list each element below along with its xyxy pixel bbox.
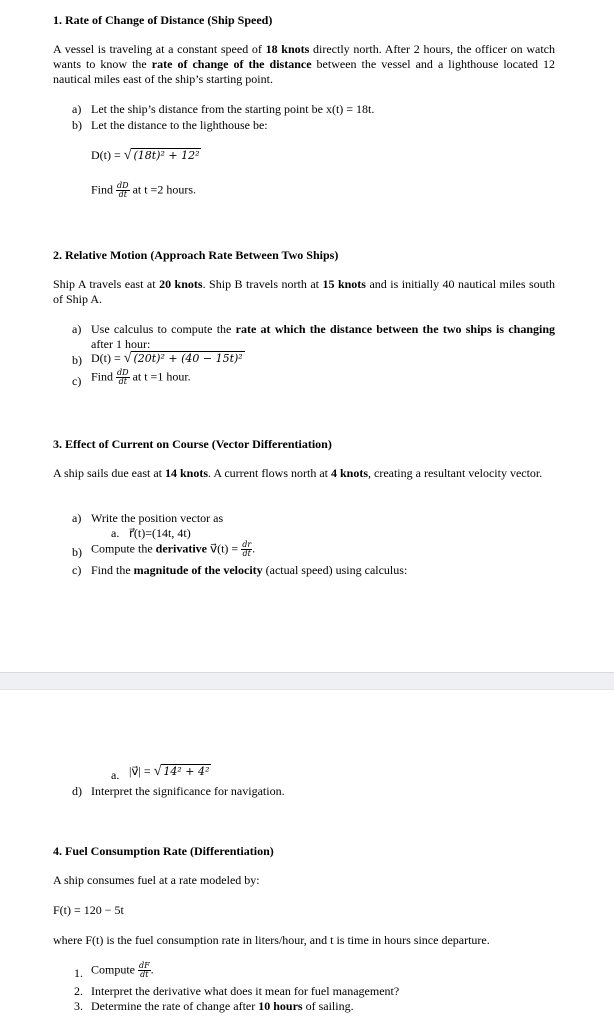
s2-find-line: Find $\frac{dD}{dt}$ at t =1 hour. xyxy=(91,368,191,386)
section-2-title: 2. Relative Motion (Approach Rate Between Two Ships) xyxy=(53,248,339,262)
s3-item-d-text: Interpret the significance for navigation. xyxy=(91,784,285,798)
s4-intro: A ship consumes fuel at a rate modeled by: xyxy=(53,873,260,887)
s4-item-2-text: Interpret the derivative what does it mean for fuel management? xyxy=(91,984,400,998)
s2-item-b-label: b) xyxy=(72,353,82,367)
section-3-paragraph: A ship sails due east at 14 knots. A current flows north at 4 knots, creating a resultant velocity vector. xyxy=(53,466,543,480)
s1-distance-equation: D(t) = √ (18t)² + 12² xyxy=(91,148,200,163)
section-2-paragraph: Ship A travels east at 20 knots. Ship B travels north at 15 knots and is initially 40 nautical miles south of Ship A. xyxy=(53,277,555,306)
s4-item-1-text: Compute $\frac{dF}{dt}$ . xyxy=(91,961,154,979)
s3-item-c-text: Find the magnitude of the velocity (actual speed) using calculus: xyxy=(91,563,408,577)
s2-item-a-text: Use calculus to compute the rate at which the distance between the two ships is changing after 1 hour: xyxy=(91,322,555,351)
section-3-title: 3. Effect of Current on Course (Vector Differentiation) xyxy=(53,437,332,451)
s1-find-line: Find $\frac{dD}{dt}$ at t =2 hours. xyxy=(91,181,196,199)
s4-item-1-label: 1. xyxy=(74,966,83,980)
s4-item-3-label: 3. xyxy=(74,999,83,1013)
section-1-title: 1. Rate of Change of Distance (Ship Speed) xyxy=(53,13,273,27)
s3-item-a-label: a) xyxy=(72,511,82,525)
section-4-title: 4. Fuel Consumption Rate (Differentiation) xyxy=(53,844,274,858)
s3-item-b-label: b) xyxy=(72,545,82,559)
section-1-paragraph: A vessel is traveling at a constant speed of 18 knots directly north. After 2 hours, the officer on watch wants to know the rate of change of the distance between the vessel and a lighthouse located 12 nautical miles east of the ship’s starting point. xyxy=(53,42,555,86)
s4-equation: F(t) = 120 − 5t xyxy=(53,903,124,917)
s4-item-2-label: 2. xyxy=(74,984,83,998)
s4-item-3-text: Determine the rate of change after 10 hours of sailing. xyxy=(91,999,354,1013)
s3-speed-equation: |v⃗| = √ 14² + 4² xyxy=(129,764,210,779)
s3-item-d-label: d) xyxy=(72,784,82,798)
s3-position-vector: r⃗(t)=(14t, 4t) xyxy=(129,526,191,540)
s1-item-a-label: a) xyxy=(72,102,82,116)
s3-subitem-a2-label: a. xyxy=(111,768,120,782)
s2-item-c-label: c) xyxy=(72,374,82,388)
s4-definition: where F(t) is the fuel consumption rate in liters/hour, and t is time in hours since departure. xyxy=(53,933,490,947)
s3-item-b-text: Compute the derivative v⃗(t) = $\frac{dr}{dt}$ . xyxy=(91,540,256,558)
page-break xyxy=(0,672,614,690)
s1-item-a-text: Let the ship’s distance from the starting point be x(t) = 18t. xyxy=(91,102,375,116)
s1-item-b-label: b) xyxy=(72,118,82,132)
s2-distance-equation: D(t) = √ (20t)² + (40 − 15t)² xyxy=(91,351,243,366)
s1-item-b-text: Let the distance to the lighthouse be: xyxy=(91,118,268,132)
s3-item-a-text: Write the position vector as xyxy=(91,511,224,525)
s3-item-c-label: c) xyxy=(72,563,82,577)
s2-item-a-label: a) xyxy=(72,322,82,336)
s3-subitem-a-label: a. xyxy=(111,526,120,540)
